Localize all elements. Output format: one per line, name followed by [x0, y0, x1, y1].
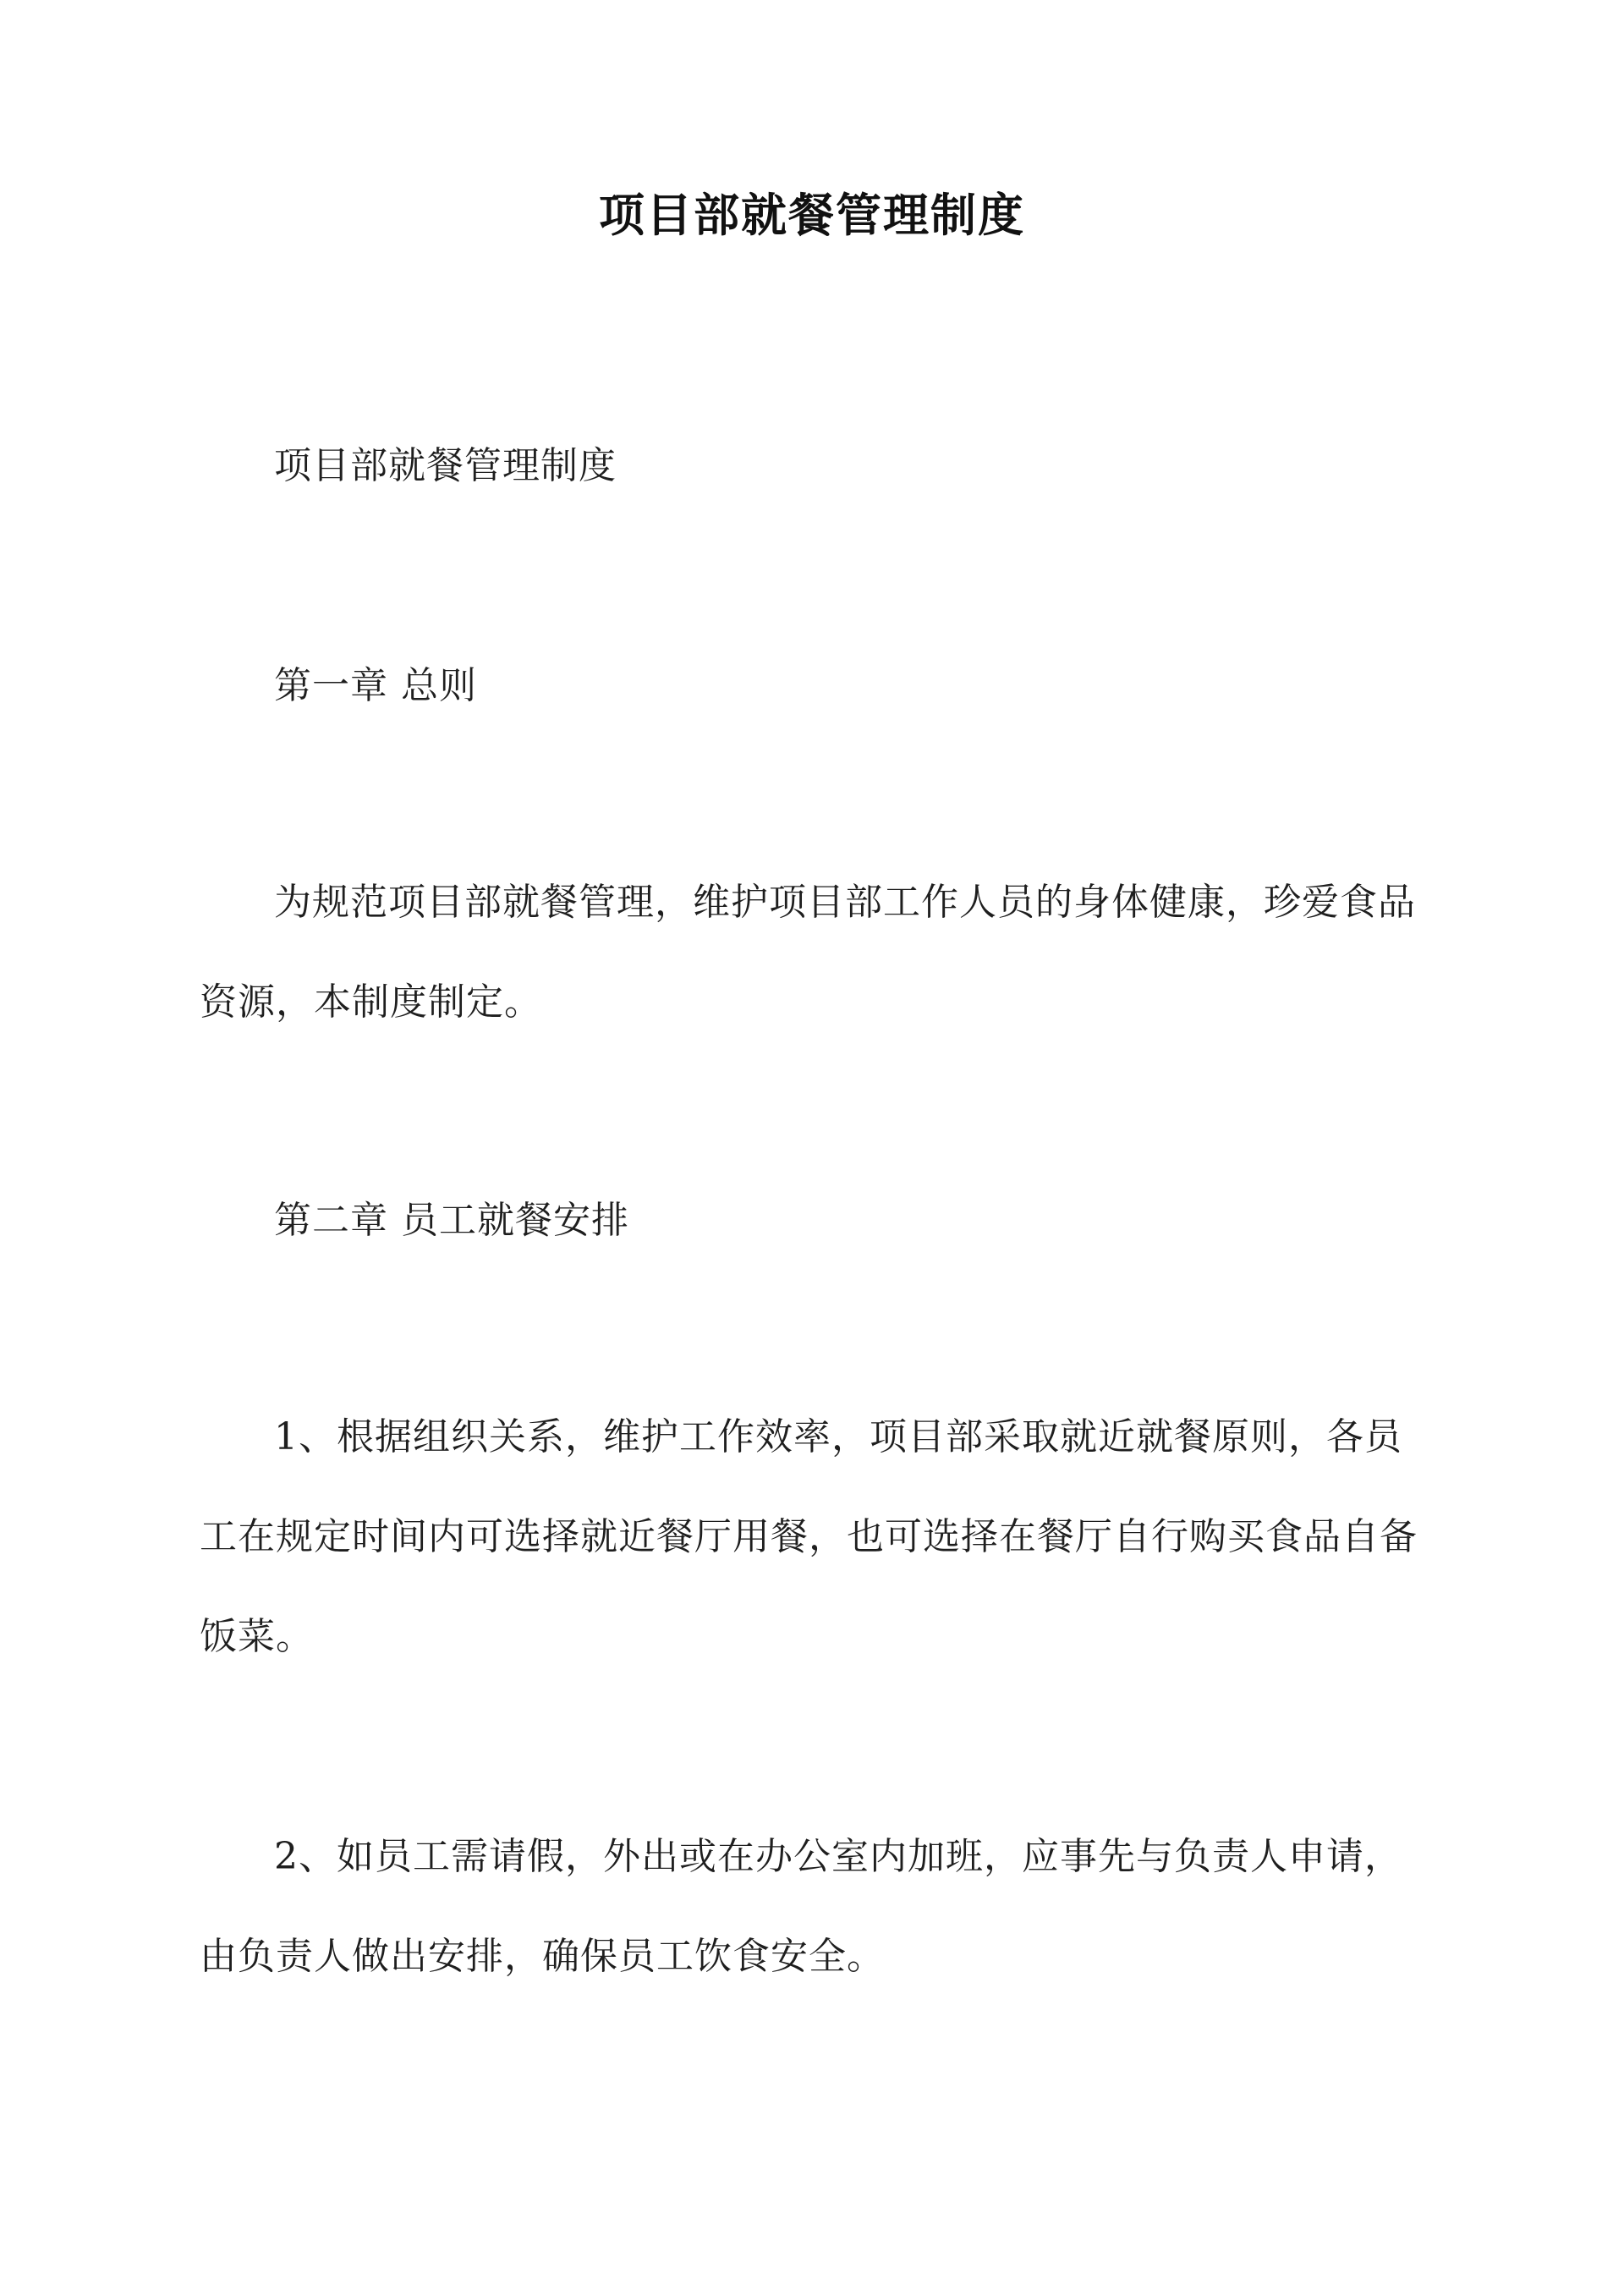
subtitle-text: 项目部就餐管理制度	[274, 444, 617, 487]
chapter-2-item-1	[200, 1387, 1426, 1687]
chapter-1-paragraph	[200, 853, 1426, 1052]
document-subtitle	[200, 416, 1501, 516]
document-title: 项目部就餐管理制度	[599, 188, 1025, 242]
paragraph-line: 由负责人做出安排，确保员工饮食安全。	[200, 1935, 885, 1978]
paragraph-line: 1、根据组织关系，维护工作效率，项目部采取就近就餐原则，各员	[274, 1415, 1402, 1458]
paragraph-line: 2、如员工需请假，外出或在办公室内加班，应事先与负责人申请，	[274, 1835, 1402, 1878]
paragraph-line: 工在规定时间内可选择就近餐厅用餐，也可选择在餐厅自行购买食品自备	[200, 1515, 1418, 1558]
paragraph-line: 饭菜。	[200, 1615, 314, 1658]
chapter-2-heading	[200, 1171, 1501, 1271]
chapter-2-item-2	[200, 1807, 1426, 2007]
paragraph-line: 资源，本制度制定。	[200, 980, 542, 1024]
chapter-2-heading-text: 第二章 员工就餐安排	[274, 1199, 629, 1242]
chapter-1-heading	[200, 636, 1501, 736]
chapter-1-heading-text: 第一章 总则	[274, 664, 477, 707]
paragraph-line: 为规范项目部就餐管理，维护项目部工作人员的身体健康，珍爱食品	[274, 881, 1416, 924]
